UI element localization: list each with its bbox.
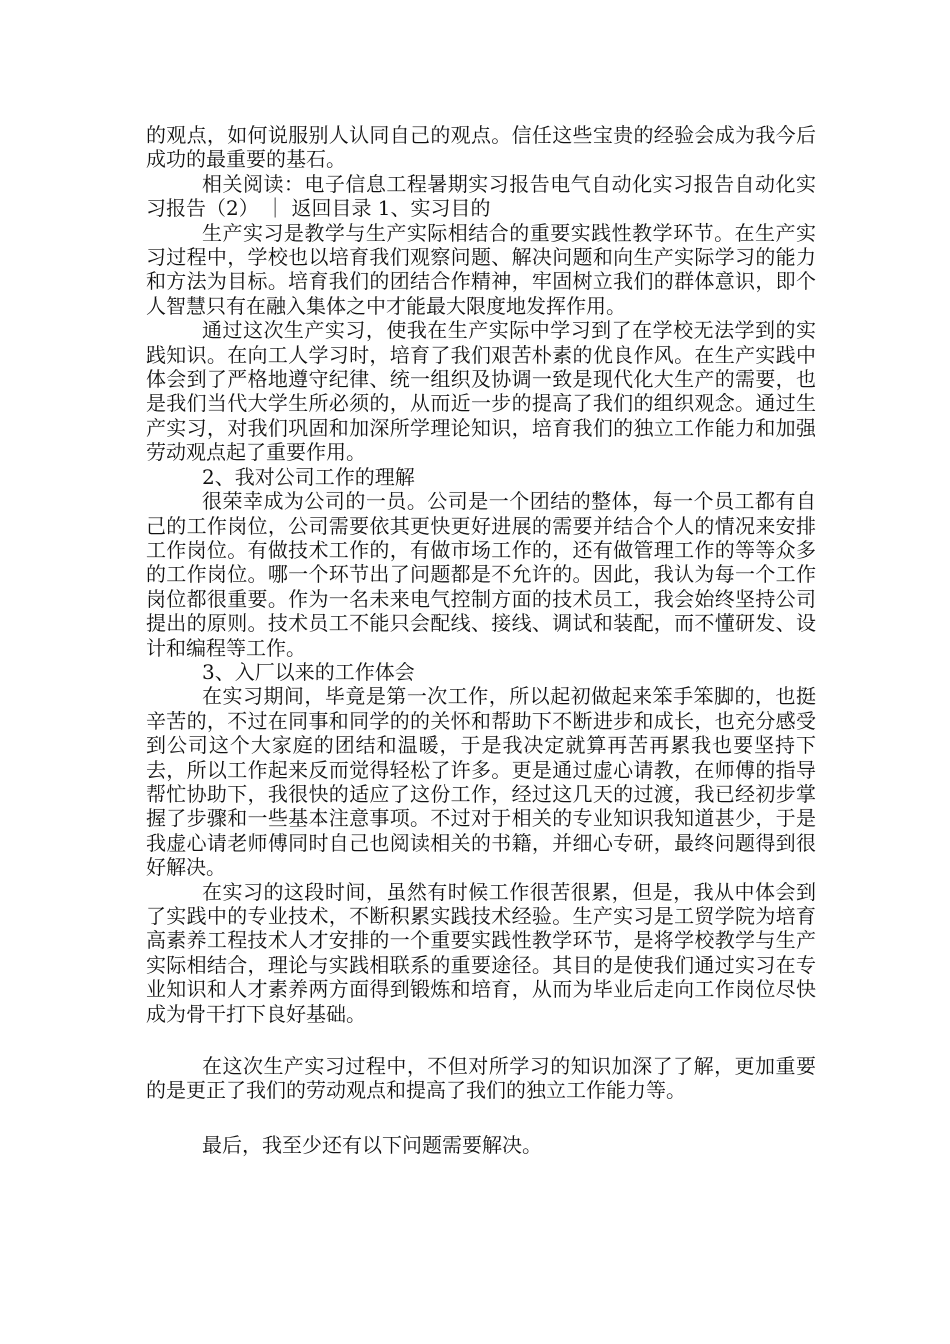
paragraph-first-work: 在实习期间，毕竟是第一次工作，所以起初做起来笨手笨脚的，也挺辛苦的，不过在同事和同学的的关怀和帮助下不断进步和成长，也充分感受到公司这个大家庭的团结和温暖，于是我决定就算再苦再累我也要坚持下去，所以工作起来反而觉得轻松了许多。更是通过虚心请教，在师傅的指导帮忙协助下，我很快的适应了这份工作，经过这几天的过渡，我已经初步掌握了步骤和一些基本注意事项。不过对于相关的专业知识我知道甚少，于是我虚心请老师傅同时自己也阅读相关的书籍，并细心专研，最终问题得到很好解决。 <box>146 684 816 880</box>
paragraph-company-understanding: 很荣幸成为公司的一员。公司是一个团结的整体，每一个员工都有自己的工作岗位，公司需要依其更快更好进展的需要并结合个人的情况来安排工作岗位。有做技术工作的，有做市场工作的，还有做管理工作的等等众多的工作岗位。哪一个环节出了问题都是不允许的。因此，我认为每一个工作岗位都很重要。作为一名未来电气控制方面的技术员工，我会始终坚持公司提出的原则。技术员工不能只会配线、接线、调试和装配，而不懂研发、设计和编程等工作。 <box>146 489 816 660</box>
paragraph-production-practice: 通过这次生产实习，使我在生产实际中学习到了在学校无法学到的实践知识。在向工人学习时，培育了我们艰苦朴素的优良作风。在生产实践中体会到了严格地遵守纪律、统一组织及协调一致是现代化大生产的需要，也是我们当代大学生所必须的，从而近一步的提高了我们的组织观念。通过生产实习，对我们巩固和加深所学理论知识，培育我们的独立工作能力和加强劳动观点起了重要作用。 <box>146 318 816 465</box>
section-heading-company-understanding: 2、我对公司工作的理解 <box>202 464 415 489</box>
paragraph-continuation: 的观点，如何说服别人认同自己的观点。信任这些宝贵的经验会成为我今后成功的最重要的基石。 <box>146 123 816 172</box>
section-heading-work-experience: 3、入厂以来的工作体会 <box>202 659 415 684</box>
paragraph-final-issues: 最后，我至少还有以下问题需要解决。 <box>202 1132 542 1157</box>
paragraph-internship-purpose: 生产实习是教学与生产实际相结合的重要实践性教学环节。在生产实习过程中，学校也以培育我们观察问题、解决问题和向生产实际学习的能力和方法为目标。培育我们的团结合作精神，牢固树立我们的群体意识，即个人智慧只有在融入集体之中才能最大限度地发挥作用。 <box>146 220 816 318</box>
paragraph-internship-summary: 在这次生产实习过程中，不但对所学习的知识加深了了解，更加重要的是更正了我们的劳动观点和提高了我们的独立工作能力等。 <box>146 1054 816 1103</box>
related-reading-line: 相关阅读：电子信息工程暑期实习报告电气自动化实习报告自动化实习报告（2） ｜ 返回目录 1、实习目的 <box>146 171 816 221</box>
document-body <box>146 123 816 1157</box>
paragraph-internship-period: 在实习的这段时间，虽然有时候工作很苦很累，但是，我从中体会到了实践中的专业技术，不断积累实践技术经验。生产实习是工贸学院为培育高素养工程技术人才安排的一个重要实践性教学环节，是将学校教学与生产实际相结合，理论与实践相联系的重要途径。其目的是使我们通过实习在专业知识和人才素养两方面得到锻炼和培育，从而为毕业后走向工作岗位尽快成为骨干打下良好基础。 <box>146 879 816 1026</box>
